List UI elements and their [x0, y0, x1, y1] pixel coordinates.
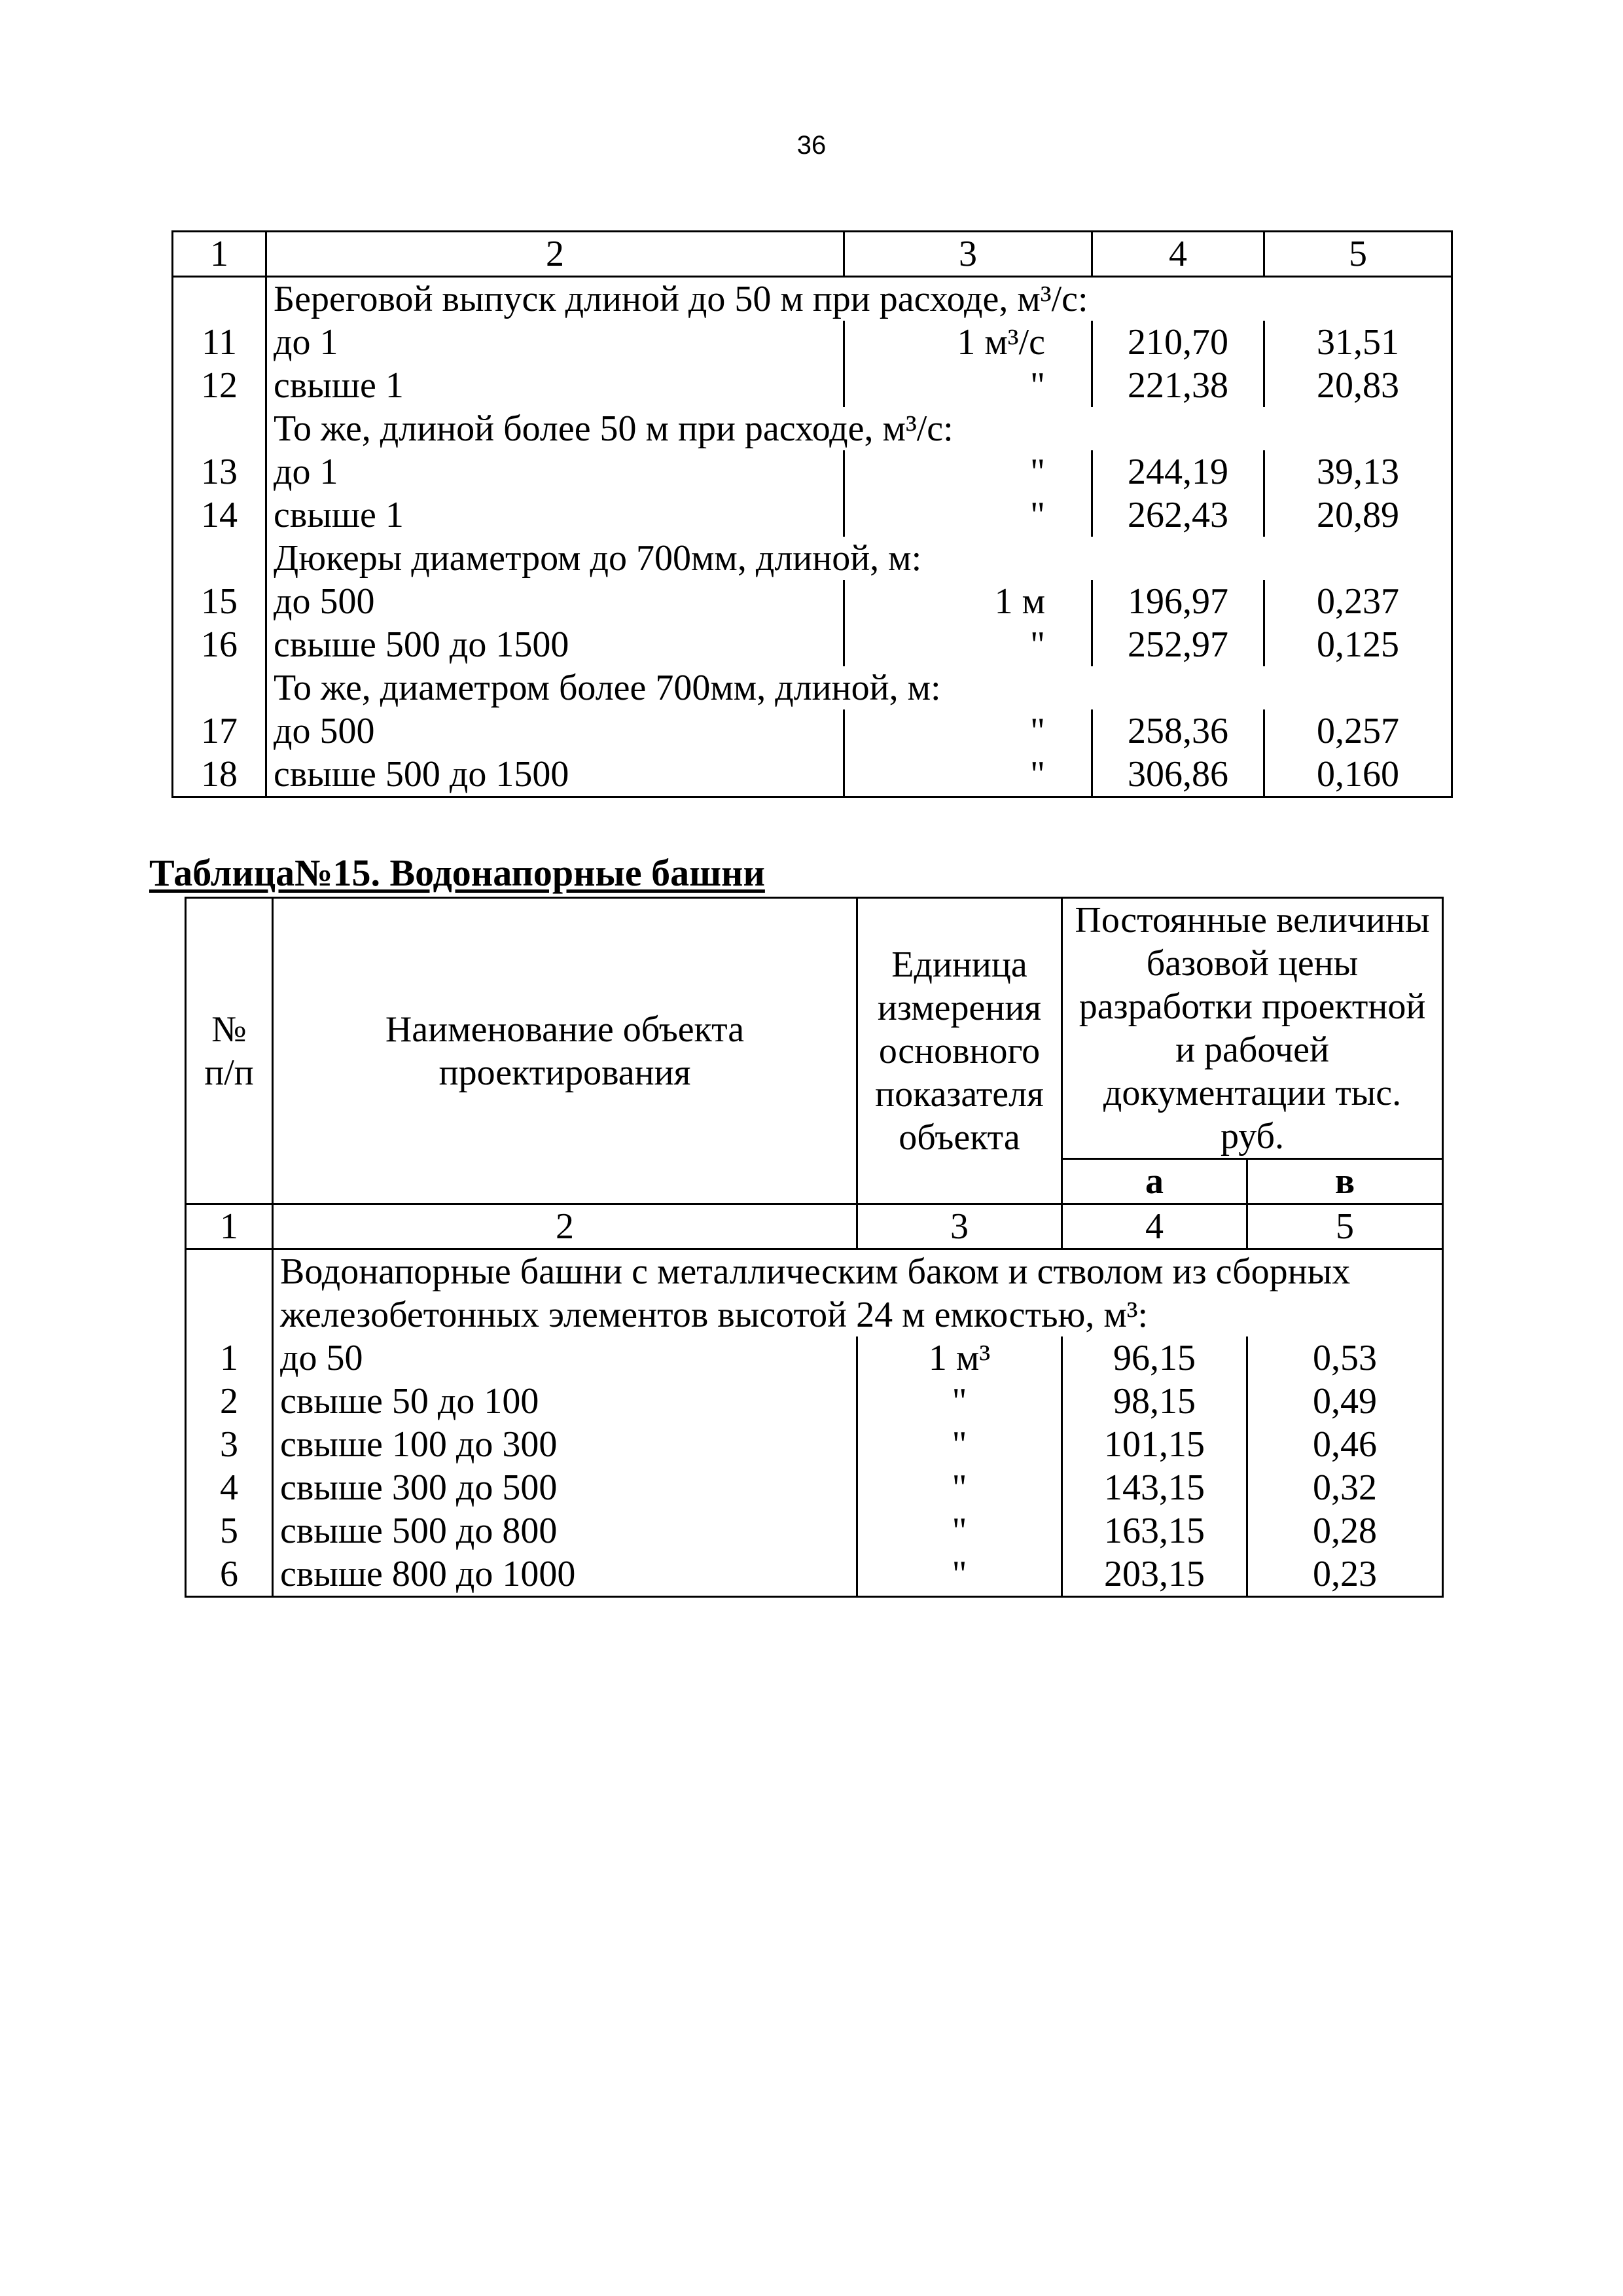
row-name: свыше 500 до 1500	[266, 623, 844, 666]
continuation-table	[171, 230, 1453, 798]
t15-col-num-2: 2	[273, 1204, 857, 1249]
header-price: Постоянные величины базовой цены разработки проектной и рабочей документации тыс. руб.	[1062, 898, 1443, 1159]
group-heading-row	[173, 407, 1452, 450]
row-value-a: 196,97	[1092, 580, 1264, 623]
header-num: № п/п	[186, 898, 273, 1204]
row-value-a: 306,86	[1092, 753, 1264, 797]
col-num-4: 4	[1092, 232, 1264, 277]
row-number: 11	[173, 321, 266, 364]
row-value-b: 20,89	[1264, 493, 1452, 537]
table-15-title: Таблица№15. Водонапорные башни	[149, 852, 765, 894]
row-unit: 1 м	[844, 580, 1092, 623]
row-name: свыше 500 до 800	[273, 1509, 857, 1552]
table-row	[186, 1552, 1443, 1597]
row-value-b: 0,125	[1264, 623, 1452, 666]
row-name: до 1	[266, 321, 844, 364]
row-value-b: 0,32	[1247, 1466, 1443, 1509]
table-row	[173, 493, 1452, 537]
empty-cell	[173, 277, 266, 321]
group-heading: Водонапорные башни с металлическим баком и стволом из сборных железобетонных элементов высотой 24 м емкостью, м³:	[273, 1249, 1443, 1337]
row-unit: "	[844, 753, 1092, 797]
table-row	[173, 321, 1452, 364]
row-number: 2	[186, 1380, 273, 1423]
row-unit: "	[844, 450, 1092, 493]
table-row	[173, 364, 1452, 407]
table-row	[173, 450, 1452, 493]
row-value-a: 96,15	[1062, 1336, 1247, 1380]
group-heading: То же, диаметром более 700мм, длиной, м:	[266, 666, 1452, 709]
header-name: Наименование объекта проектирования	[273, 898, 857, 1204]
header-unit: Единица измерения основного показателя объекта	[857, 898, 1062, 1204]
table-row	[173, 753, 1452, 797]
row-value-a: 143,15	[1062, 1466, 1247, 1509]
row-value-b: 20,83	[1264, 364, 1452, 407]
row-number: 17	[173, 709, 266, 753]
table-15-header-row	[186, 898, 1443, 1159]
row-number: 16	[173, 623, 266, 666]
table-row	[186, 1423, 1443, 1466]
row-value-b: 0,237	[1264, 580, 1452, 623]
t15-col-num-1: 1	[186, 1204, 273, 1249]
row-number: 13	[173, 450, 266, 493]
table-row	[186, 1509, 1443, 1552]
row-name: свыше 1	[266, 493, 844, 537]
page-number: 36	[796, 131, 827, 160]
row-name: до 1	[266, 450, 844, 493]
empty-cell	[173, 537, 266, 580]
row-value-a: 221,38	[1092, 364, 1264, 407]
row-value-a: 244,19	[1092, 450, 1264, 493]
row-unit: "	[857, 1466, 1062, 1509]
row-name: свыше 50 до 100	[273, 1380, 857, 1423]
col-num-2: 2	[266, 232, 844, 277]
empty-cell	[186, 1249, 273, 1337]
row-value-b: 0,257	[1264, 709, 1452, 753]
header-a: а	[1062, 1159, 1247, 1204]
row-value-a: 98,15	[1062, 1380, 1247, 1423]
row-value-b: 0,23	[1247, 1552, 1443, 1597]
row-unit: "	[857, 1380, 1062, 1423]
row-unit: 1 м³/с	[844, 321, 1092, 364]
row-name: свыше 300 до 500	[273, 1466, 857, 1509]
table-15-body	[186, 1249, 1443, 1597]
table-row	[173, 580, 1452, 623]
empty-cell	[173, 407, 266, 450]
row-value-a: 252,97	[1092, 623, 1264, 666]
row-number: 12	[173, 364, 266, 407]
row-unit: "	[844, 493, 1092, 537]
row-unit: "	[844, 623, 1092, 666]
header-b: в	[1247, 1159, 1443, 1204]
row-name: свыше 1	[266, 364, 844, 407]
row-unit: "	[844, 364, 1092, 407]
group-heading-row	[186, 1249, 1443, 1337]
row-number: 4	[186, 1466, 273, 1509]
table-15-column-numbers	[186, 1204, 1443, 1249]
row-value-b: 0,46	[1247, 1423, 1443, 1466]
row-value-a: 163,15	[1062, 1509, 1247, 1552]
row-value-a: 258,36	[1092, 709, 1264, 753]
t15-col-num-3: 3	[857, 1204, 1062, 1249]
t15-col-num-5: 5	[1247, 1204, 1443, 1249]
row-name: свыше 800 до 1000	[273, 1552, 857, 1597]
row-unit: "	[857, 1423, 1062, 1466]
row-value-b: 0,28	[1247, 1509, 1443, 1552]
table-row	[173, 623, 1452, 666]
row-number: 14	[173, 493, 266, 537]
row-value-b: 0,49	[1247, 1380, 1443, 1423]
empty-cell	[173, 666, 266, 709]
row-unit: "	[857, 1509, 1062, 1552]
row-name: до 500	[266, 580, 844, 623]
table-row	[173, 709, 1452, 753]
group-heading-row	[173, 537, 1452, 580]
continuation-table-body	[173, 277, 1452, 797]
col-num-3: 3	[844, 232, 1092, 277]
row-value-b: 0,53	[1247, 1336, 1443, 1380]
row-number: 5	[186, 1509, 273, 1552]
group-heading: Береговой выпуск длиной до 50 м при расходе, м³/с:	[266, 277, 1452, 321]
row-value-a: 210,70	[1092, 321, 1264, 364]
row-number: 15	[173, 580, 266, 623]
row-value-b: 39,13	[1264, 450, 1452, 493]
row-name: до 500	[266, 709, 844, 753]
row-number: 6	[186, 1552, 273, 1597]
group-heading-row	[173, 277, 1452, 321]
group-heading: То же, длиной более 50 м при расходе, м³/с:	[266, 407, 1452, 450]
row-unit: "	[857, 1552, 1062, 1597]
table-row	[186, 1336, 1443, 1380]
col-num-5: 5	[1264, 232, 1452, 277]
row-name: свыше 500 до 1500	[266, 753, 844, 797]
col-num-1: 1	[173, 232, 266, 277]
row-value-b: 31,51	[1264, 321, 1452, 364]
row-number: 3	[186, 1423, 273, 1466]
row-value-b: 0,160	[1264, 753, 1452, 797]
group-heading: Дюкеры диаметром до 700мм, длиной, м:	[266, 537, 1452, 580]
table-row	[186, 1466, 1443, 1509]
row-number: 1	[186, 1336, 273, 1380]
row-value-a: 262,43	[1092, 493, 1264, 537]
table-15	[185, 897, 1444, 1598]
row-name: до 50	[273, 1336, 857, 1380]
row-unit: "	[844, 709, 1092, 753]
row-value-a: 101,15	[1062, 1423, 1247, 1466]
row-value-a: 203,15	[1062, 1552, 1247, 1597]
row-name: свыше 100 до 300	[273, 1423, 857, 1466]
column-numbers-row	[173, 232, 1452, 277]
row-number: 18	[173, 753, 266, 797]
t15-col-num-4: 4	[1062, 1204, 1247, 1249]
group-heading-row	[173, 666, 1452, 709]
row-unit: 1 м³	[857, 1336, 1062, 1380]
table-row	[186, 1380, 1443, 1423]
